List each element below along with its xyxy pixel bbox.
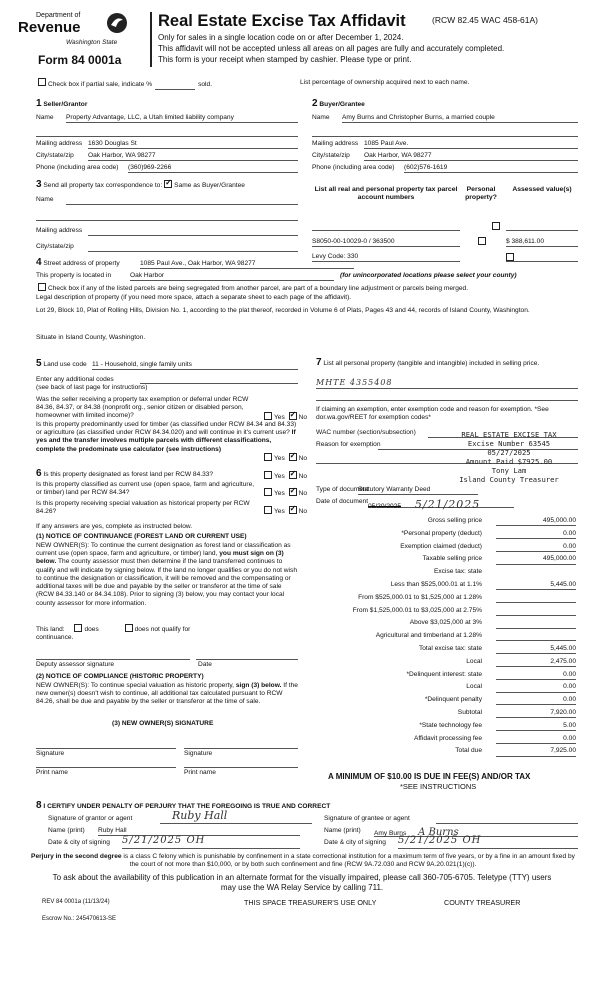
form-title-rcw: (RCW 82.45 WAC 458-61A) xyxy=(432,15,538,25)
stamp-line-1: REAL ESTATE EXCISE TAX xyxy=(461,430,557,439)
s5-q1-answers: Yes ✓ No xyxy=(262,412,307,422)
form-title: Real Estate Excise Tax Affidavit xyxy=(158,12,406,30)
minimum-due-note: A MINIMUM OF $10.00 IS DUE IN FEE(S) AND/OR TAX xyxy=(328,772,531,781)
s5-q2-no[interactable] xyxy=(289,453,297,461)
dor-logo xyxy=(14,12,134,52)
parcel-1-value[interactable]: $ 388,611.00 xyxy=(506,238,578,247)
s6-q3-no[interactable] xyxy=(289,506,297,514)
section-2-heading: 2 Buyer/Grantee xyxy=(312,98,365,109)
doc-date-row: Date of document 05/20/2025 5/21/2025 xyxy=(316,498,578,506)
buyer-mailing-field[interactable]: 1085 Paul Ave. xyxy=(364,140,578,149)
tax-row-value[interactable]: 0.00 xyxy=(496,696,576,705)
grantor-name-field[interactable]: Ruby Hall xyxy=(98,827,300,836)
tax-row-value[interactable]: 7,920.00 xyxy=(496,709,576,718)
s3-name-field[interactable] xyxy=(66,196,298,205)
section-1-heading: 1 Seller/Grantor xyxy=(36,98,88,109)
grantee-signature-field[interactable] xyxy=(436,815,578,824)
tax-row-value[interactable]: 0.00 xyxy=(496,530,576,539)
tax-row-value[interactable]: 5,445.00 xyxy=(496,645,576,654)
parcels-col-assessed: Assessed value(s) xyxy=(512,186,572,193)
section-3-heading: 3 Send all property tax correspondence to:✓ Same as Buyer/Grantee xyxy=(36,179,245,192)
unincorporated-note: (for unincorporated locations please select your county) xyxy=(340,272,517,279)
notice-3-title: (3) NEW OWNER(S) SIGNATURE xyxy=(112,720,214,727)
partial-sale-checkbox[interactable] xyxy=(38,78,46,86)
grantor-date-row: Date & city of signing 5/21/2025 OH xyxy=(48,839,302,847)
segregated-row: Check box if any of the listed parcels are being segregated from another parcel, are part of a boundary line adjustment or parcels being merged. xyxy=(36,283,578,293)
tax-row-label: Exemption claimed (deduct) xyxy=(400,542,482,550)
tax-row-label: Local xyxy=(466,657,482,665)
s3-city-field[interactable] xyxy=(88,243,298,252)
partial-sale-row xyxy=(36,78,212,90)
tax-row-label: Affidavit processing fee xyxy=(413,734,482,742)
s3-name-row: Name xyxy=(36,196,298,204)
s6-q2: Is this property classified as current use (open space, farm and agriculture, or timber) land per RCW 84.34? xyxy=(36,481,255,497)
tax-row-label: Above $3,025,000 at 3% xyxy=(409,619,482,627)
header-note-1: Only for sales in a single location code on or after December 1, 2024. xyxy=(158,33,404,42)
additional-codes-label: Enter any additional codes (see back of last page for instructions) xyxy=(36,376,298,392)
tax-row-label: Excise tax: state xyxy=(433,568,482,576)
dept-line: Department of xyxy=(36,12,81,19)
parcel-2-number[interactable]: Levy Code: 330 xyxy=(312,253,460,262)
parcels-col-personal: Personal property? xyxy=(465,186,497,202)
s6-q3-yes[interactable] xyxy=(264,506,272,514)
tax-row-label: *Delinquent penalty xyxy=(424,696,482,704)
seller-city-field[interactable]: Oak Harbor, WA 98277 xyxy=(88,152,298,161)
additional-codes-field[interactable] xyxy=(140,376,298,384)
parcel-2-value[interactable] xyxy=(506,222,578,231)
s6-q2-answers: Yes ✓ No xyxy=(262,488,307,498)
s5-q2: Is this property predominantly used for timber (as classified under RCW 84.34 and 84.33) or agriculture (as classified under RCW 84.34.020) and will continue in it's current use? If yes and the transfer involves multiple parcels with different classifications, complete the predominate use calculator (see instructions) xyxy=(36,421,297,453)
tax-row-value[interactable]: 7,925.00 xyxy=(496,747,576,756)
form-number: Form 84 0001a xyxy=(38,53,122,67)
buyer-mailing-row: Mailing address 1085 Paul Ave. xyxy=(312,140,578,148)
grantee-name-row: Name (print) Amy Burns A Burns xyxy=(324,827,578,835)
seller-phone-row: Phone (including area code) (360)969-2266 xyxy=(36,164,298,172)
tax-row-value[interactable] xyxy=(496,632,576,641)
partial-sale-sold: sold. xyxy=(198,81,213,88)
parcel-1-number[interactable]: S8050-00-10029-0 / 363500 xyxy=(312,238,460,247)
buyer-name-line-2[interactable] xyxy=(312,130,578,137)
s6-q2-yes[interactable] xyxy=(264,488,272,496)
street-address-field[interactable]: 1085 Paul Ave., Oak Harbor, WA 98277 xyxy=(140,260,354,269)
deputy-signature-label: Deputy assessor signature xyxy=(36,661,115,668)
tax-row-label: Local xyxy=(466,683,482,691)
exemption-note: If claiming an exemption, enter exemption code and reason for exemption. *See dor.wa.gov/REET for exemption codes* xyxy=(316,406,549,422)
doc-date-field[interactable] xyxy=(368,498,514,511)
s6-q1-answers: Yes ✓ No xyxy=(262,471,307,481)
legal-label: Legal description of property (if you need more space, attach a separate sheet to each page of the affidavit). xyxy=(36,294,352,301)
located-field[interactable]: Oak Harbor xyxy=(130,272,334,281)
s6-q3: Is this property receiving special valuation as historical property per RCW 84.26? xyxy=(36,500,250,516)
s5-q2-yes[interactable] xyxy=(264,453,272,461)
grantor-signature-field[interactable]: Ruby Hall xyxy=(160,809,312,824)
grantor-date-field[interactable]: 5/21/2025 OH xyxy=(122,835,300,849)
owner-sig-1-label: Signature xyxy=(36,750,65,757)
stamp-line-3: 05/27/2025 xyxy=(487,448,531,457)
reason-label: Reason for exemption xyxy=(316,441,381,448)
buyer-phone-field[interactable]: (602)576-1619 xyxy=(404,164,578,173)
stamp-line-5: Tony Lam xyxy=(491,466,527,475)
perjury-statement: Perjury in the second degree is a class C felony which is punishable by confinement in a state correctional institution for a maximum term of five years, or by a fine in an amount fixed by the court of not more than $10,000, or by both such confinement and fine (RCW 9A.72.030 and RCW 9A.20.021(1)(c)). xyxy=(31,853,575,869)
deputy-signature-field[interactable] xyxy=(36,651,190,660)
doc-date-struck: 05/20/2025 xyxy=(368,503,402,510)
tax-row-value[interactable] xyxy=(496,568,576,576)
s6-q2-no[interactable] xyxy=(289,488,297,496)
stamp-line-6: Island County Treasurer xyxy=(459,475,559,484)
seller-mailing-row: Mailing address 1630 Douglas St xyxy=(36,140,298,148)
tax-row-label: Less than $525,000.01 at 1.1% xyxy=(390,581,482,588)
s6-q3-answers: Yes ✓ No xyxy=(262,506,307,516)
grantor-sig-row: Signature of grantor or agent Ruby Hall xyxy=(48,815,302,823)
owner-print-2-label: Print name xyxy=(184,769,216,776)
grantee-signature: A Burns xyxy=(418,827,459,838)
s5-q1-no[interactable] xyxy=(289,412,297,420)
wac-label: WAC number (section/subsection) xyxy=(316,429,416,436)
wa-logo-icon xyxy=(106,12,128,34)
seller-name-line-2[interactable] xyxy=(36,130,298,137)
tax-row-value[interactable]: 0.00 xyxy=(496,543,576,552)
header-divider xyxy=(150,12,152,67)
tax-row-label: *State technology fee xyxy=(419,721,482,729)
located-row: This property is located in Oak Harbor (for unincorporated locations please select your county) xyxy=(36,272,578,280)
grantee-sig-row: Signature of grantee or agent xyxy=(324,815,578,823)
section-4-heading: 4 Street address of property 1085 Paul Ave., Oak Harbor, WA 98277 xyxy=(36,257,578,270)
tax-row-value[interactable]: 0.00 xyxy=(496,735,576,744)
section-6-q1: 6 Is this property designated as forest land per RCW 84.33? xyxy=(36,468,214,479)
tax-row-label: From $1,525,000.01 to $3,025,000 at 2.75% xyxy=(352,606,482,614)
doc-date-handwritten: 5/21/2025 xyxy=(414,498,481,511)
doc-type-row: Type of document Statutory Warranty Deed xyxy=(316,486,578,494)
s6-any-yes: If any answers are yes, complete as instructed below. xyxy=(36,523,193,530)
buyer-city-row: City/state/zip Oak Harbor, WA 98277 xyxy=(312,152,578,160)
s3-name-line-2[interactable] xyxy=(36,212,298,221)
seller-name-field[interactable]: Property Advantage, LLC, a Utah limited liability company xyxy=(66,114,298,123)
owner-sig-1-field[interactable] xyxy=(36,740,176,749)
tax-row-label: Total due xyxy=(455,747,482,755)
tax-row-label: *Delinquent interest: state xyxy=(406,670,482,678)
notice-1-text: NEW OWNER(S): To continue the current designation as forest land or classification as current use (open space, farm and agriculture, or timber) land, you must sign on (3) below. The county assessor must then determine if the land transferred continues to qualify and will indicate by signing below. If the land no longer qualifies or you do not wish to continue the designation or classification, it will be removed and the compensating or additional taxes will be due and payable by the seller or transferor at the time of sale (RCW 84.33.140 or 84.34.108). Prior to signing (3) below, you may contact your local county assessor for more information. xyxy=(36,542,297,607)
partial-sale-label: Check box if partial sale, indicate % xyxy=(48,81,153,88)
grantee-date-row: Date & city of signing 5/21/2025 OH xyxy=(324,839,578,847)
tax-row-label: *Personal property (deduct) xyxy=(401,529,482,537)
owner-sig-2-label: Signature xyxy=(184,750,213,757)
parcel-0-number[interactable] xyxy=(312,222,460,231)
segregated-checkbox[interactable] xyxy=(38,283,46,291)
tax-row-label: Subtotal xyxy=(457,709,482,716)
county-treasurer-label: COUNTY TREASURER xyxy=(444,898,521,907)
buyer-name-row: Name Amy Burns and Christopher Burns, a married couple xyxy=(312,114,578,122)
personal-property-field[interactable]: MHTE 4355408 xyxy=(316,378,578,389)
tax-row-label: Gross selling price xyxy=(427,517,482,524)
escrow-number: Escrow No.: 245470613-SE xyxy=(42,916,117,922)
owner-print-2-field[interactable] xyxy=(184,759,298,768)
owner-print-1-label: Print name xyxy=(36,769,68,776)
s5-q2-answers: Yes ✓ No xyxy=(262,453,307,463)
grantor-name-row: Name (print) Ruby Hall xyxy=(48,827,302,835)
tax-row-label: Total excise tax: state xyxy=(418,645,482,652)
this-land-row: This land: does does not qualify for xyxy=(36,626,191,633)
tax-row-label: Agricultural and timberland at 1.28% xyxy=(375,632,482,640)
s3-mailing-row: Mailing address xyxy=(36,227,298,235)
does-not-qualify-checkbox[interactable] xyxy=(125,624,133,632)
owner-print-1-field[interactable] xyxy=(36,759,176,768)
tax-row-value[interactable]: 495,000.00 xyxy=(496,555,576,564)
stamp-line-4: Amount Paid $7925.00 xyxy=(465,457,553,466)
notice-1-title: (1) NOTICE OF CONTINUANCE (FOREST LAND OR CURRENT USE) xyxy=(36,533,247,540)
dept-state: Washington State xyxy=(66,39,118,46)
s3-city-row: City/state/zip xyxy=(36,243,298,251)
tax-row-value[interactable]: 0.00 xyxy=(496,671,576,680)
doc-type-field[interactable]: Statutory Warranty Deed xyxy=(358,486,478,495)
seller-mailing-field[interactable]: 1630 Douglas St xyxy=(88,140,298,149)
deputy-date-field[interactable] xyxy=(196,651,298,660)
does-qualify-checkbox[interactable] xyxy=(74,624,82,632)
grantee-date-field[interactable]: 5/21/2025 OH xyxy=(398,835,578,849)
same-as-buyer-checkbox[interactable] xyxy=(164,180,172,188)
parcel-2-personal-checkbox[interactable] xyxy=(492,222,500,230)
ownership-note: List percentage of ownership acquired next to each name. xyxy=(300,79,470,86)
seller-phone-field[interactable]: (360)969-2266 xyxy=(128,164,298,173)
treasurer-space: THIS SPACE TREASURER'S USE ONLY xyxy=(244,898,377,907)
rev-number: REV 84 0001a (11/13/24) xyxy=(42,899,110,905)
partial-sale-pct-field[interactable] xyxy=(155,81,195,90)
s3-mailing-field[interactable] xyxy=(88,227,298,236)
tax-row-value[interactable]: 495,000.00 xyxy=(496,517,576,526)
tax-row-value[interactable] xyxy=(496,607,576,616)
personal-property-line-2[interactable] xyxy=(316,392,578,401)
tax-row-value[interactable]: 5.00 xyxy=(496,722,576,731)
header-note-3: This form is your receipt when stamped by cashier. Please type or print. xyxy=(158,55,412,64)
grantee-name-value: Amy Burns xyxy=(374,830,407,837)
s5-q1-yes[interactable] xyxy=(264,412,272,420)
legal-description[interactable]: Lot 29, Block 10, Plat of Rolling Hills, Division No. 1, according to the plat thereof, recorded in Volume 6 of Plats, Pages 43 and 44, records of Island County, Washington. xyxy=(36,307,530,314)
parcel-1-personal-checkbox[interactable] xyxy=(478,237,486,245)
section-7-heading: 7 List all personal property (tangible and intangible) included in selling price. xyxy=(316,357,540,368)
section-5-heading: 5 Land use code 11 - Household, single family units xyxy=(36,358,298,371)
tax-row-value[interactable] xyxy=(496,619,576,628)
buyer-city-field[interactable]: Oak Harbor, WA 98277 xyxy=(364,152,578,161)
tax-row-value[interactable]: 5,445.00 xyxy=(496,581,576,590)
deputy-date-label: Date xyxy=(198,661,212,668)
tax-row-value[interactable]: 0.00 xyxy=(496,683,576,692)
notice-2-title: (2) NOTICE OF COMPLIANCE (HISTORIC PROPERTY) xyxy=(36,673,204,680)
s5-q1: Was the seller receiving a property tax exemption or deferral under RCW 84.36, 84.37, or 84.38 (nonprofit org., senior citizen or disabled person, homeowner with limited income)? xyxy=(36,396,249,420)
s6-q1-yes[interactable] xyxy=(264,471,272,479)
tax-row-label: Taxable selling price xyxy=(422,555,482,563)
land-use-field[interactable]: 11 - Household, single family units xyxy=(92,361,298,370)
seller-name-row: Name Property Advantage, LLC, a Utah limited liability company xyxy=(36,114,298,122)
situate-text: Situate in Island County, Washington. xyxy=(36,334,146,341)
alt-format-note: To ask about the availability of this publication in an alternate format for the visually impaired, please call 360-705-6705. Teletype (TTY) users may use the WA Relay Service by calling 711. xyxy=(52,873,552,892)
see-instructions: *SEE INSTRUCTIONS xyxy=(400,782,477,791)
header-note-2: This affidavit will not be accepted unless all areas on all pages are fully and accurately completed. xyxy=(158,44,505,53)
tax-row-label: From $525,000.01 to $1,525,000 at 1.28% xyxy=(358,593,482,601)
s6-q1-no[interactable] xyxy=(289,471,297,479)
dept-name: Revenue xyxy=(18,19,81,36)
tax-row-value[interactable]: 2,475.00 xyxy=(496,658,576,667)
parcels-col-accounts: List all real and personal property tax parcel account numbers xyxy=(314,186,458,202)
owner-sig-2-field[interactable] xyxy=(184,740,298,749)
treasurer-stamp xyxy=(440,430,578,484)
seller-city-row: City/state/zip Oak Harbor, WA 98277 xyxy=(36,152,298,160)
buyer-phone-row: Phone (including area code) (602)576-1619 xyxy=(312,164,578,172)
buyer-name-field[interactable]: Amy Burns and Christopher Burns, a married couple xyxy=(342,114,578,123)
tax-row-value[interactable] xyxy=(496,594,576,603)
stamp-line-2: Excise Number 63545 xyxy=(467,439,551,448)
continuance-label: continuance. xyxy=(36,634,74,641)
section-8-heading: 8 I CERTIFY UNDER PENALTY OF PERJURY THAT THE FOREGOING IS TRUE AND CORRECT xyxy=(36,800,331,811)
notice-2-text: NEW OWNER(S): To continue special valuation as historic property, sign (3) below. If the new owner(s) doesn't wish to continue, all additional tax calculated pursuant to RCW 84.26, shall be due and payable by the seller or transferor at the time of sale. xyxy=(36,682,298,706)
